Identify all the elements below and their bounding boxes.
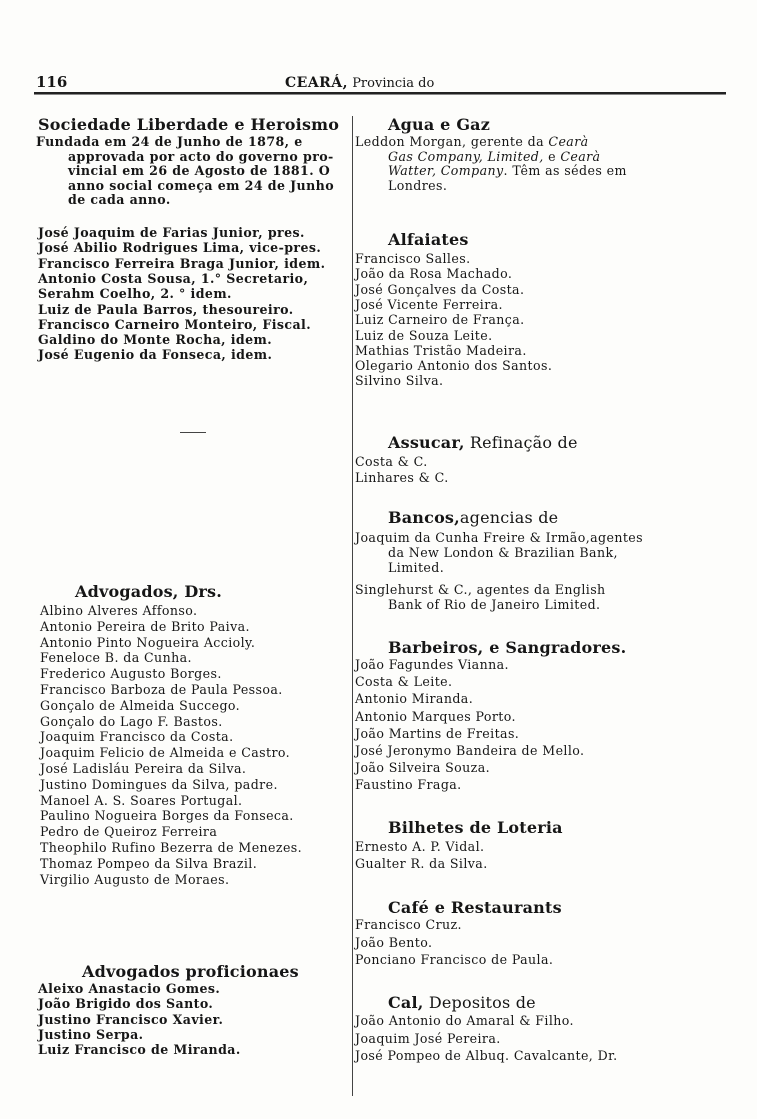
entry-line: Francisco Ferreira Braga Junior, idem. xyxy=(38,255,326,271)
heading-segment: Assucar, xyxy=(388,433,465,452)
entry-line: Francisco Barboza de Paula Pessoa. xyxy=(40,682,283,697)
entry-line: Luiz de Souza Leite. xyxy=(355,327,493,343)
heading-segment: Agua e Gaz xyxy=(388,115,491,134)
entry-line: Mathias Tristão Madeira. xyxy=(355,342,527,358)
line-segment: Leddon Morgan, gerente da xyxy=(355,134,549,149)
section-heading xyxy=(388,639,626,657)
running-title xyxy=(285,74,434,93)
column-divider xyxy=(352,116,353,1096)
entry-line: Pedro de Queiroz Ferreira xyxy=(40,824,218,840)
entry-line: Joaquim Felicio de Almeida e Castro. xyxy=(40,745,291,761)
section-heading xyxy=(38,116,339,134)
entry-line xyxy=(388,179,447,192)
entry-line xyxy=(388,150,600,163)
section-heading xyxy=(388,899,562,917)
heading-segment: Advogados, Drs. xyxy=(75,582,223,601)
entry-line: Ernesto A. P. Vidal. xyxy=(355,839,485,854)
entry-line: da New London & Brazilian Bank, xyxy=(388,545,618,560)
entry-line: Aleixo Anastacio Gomes. xyxy=(38,981,221,996)
heading-segment: Advogados proficionaes xyxy=(82,962,299,981)
heading-segment: Depositos de xyxy=(423,993,536,1012)
entry-line xyxy=(355,135,589,148)
section-separator-dash xyxy=(180,432,206,433)
entry-line: Feneloce B. da Cunha. xyxy=(40,650,192,666)
entry-line: Justino Francisco Xavier. xyxy=(38,1011,224,1027)
heading-segment: Bilhetes de Loteria xyxy=(388,818,563,837)
line-segment: Cearà xyxy=(548,134,589,149)
entry-line: Joaquim Francisco da Costa. xyxy=(40,729,234,745)
entry-line: João Martins de Freitas. xyxy=(355,725,520,741)
entry-line: Limited. xyxy=(388,560,445,575)
entry-line: vincial em 26 de Agosto de 1881. O xyxy=(68,163,331,179)
entry-line: Galdino do Monte Rocha, idem. xyxy=(38,332,273,348)
entry-line: José Jeronymo Bandeira de Mello. xyxy=(355,743,585,758)
entry-line: José Abilio Rodrigues Lima, vice-pres. xyxy=(38,240,322,256)
entry-line: Antonio Costa Sousa, 1.° Secretario, xyxy=(38,270,309,286)
section-heading xyxy=(388,994,536,1012)
entry-line: Olegario Antonio dos Santos. xyxy=(355,358,553,374)
entry-line: José Joaquim de Farias Junior, pres. xyxy=(38,225,305,240)
entry-line: Ponciano Francisco de Paula. xyxy=(355,952,554,967)
page-number: 116 xyxy=(36,73,68,91)
section-heading xyxy=(388,116,490,134)
line-segment: . Têm as sédes em xyxy=(503,163,627,179)
entry-line: Fundada em 24 de Junho de 1878, e xyxy=(36,134,303,149)
entry-line: João da Rosa Machado. xyxy=(355,266,513,282)
entry-line: Albino Alveres Affonso. xyxy=(40,603,198,618)
entry-line: Linhares & C. xyxy=(355,469,449,485)
section-heading xyxy=(388,819,563,837)
section-heading xyxy=(388,509,558,527)
section-heading xyxy=(388,434,578,452)
entry-line: Joaquim da Cunha Freire & Irmão,agentes xyxy=(355,530,644,545)
entry-line: Gonçalo do Lago F. Bastos. xyxy=(40,713,223,729)
entry-line: José Ladisláu Pereira da Silva. xyxy=(40,761,247,776)
entry-line: Costa & Leite. xyxy=(355,674,453,690)
entry-line: Theophilo Rufino Bezerra de Menezes. xyxy=(40,840,303,855)
running-title-rest: Provincia do xyxy=(352,76,435,91)
heading-segment: Refinação de xyxy=(464,433,578,452)
heading-segment: Sociedade Liberdade e Heroismo xyxy=(38,115,340,134)
line-segment: Gas Company, Limited, xyxy=(388,148,544,164)
entry-line: Joaquim José Pereira. xyxy=(355,1030,501,1046)
entry-line: Silvino Silva. xyxy=(355,373,444,389)
section-heading xyxy=(388,231,469,249)
entry-line: Manoel A. S. Soares Portugal. xyxy=(40,792,243,808)
entry-line: Antonio Miranda. xyxy=(355,691,474,707)
entry-line: Faustino Fraga. xyxy=(355,777,462,793)
entry-line: Thomaz Pompeo da Silva Brazil. xyxy=(40,855,258,871)
entry-line: Luiz Francisco de Miranda. xyxy=(38,1042,241,1058)
entry-line: Luiz Carneiro de França. xyxy=(355,312,525,328)
entry-line: Paulino Nogueira Borges da Fonseca. xyxy=(40,808,294,824)
entry-line: João Antonio do Amaral & Filho. xyxy=(355,1013,574,1028)
heading-segment: Café e Restaurants xyxy=(388,898,562,917)
entry-line: Costa & C. xyxy=(355,454,428,469)
entry-line: José Gonçalves da Costa. xyxy=(355,281,525,297)
entry-line: approvada por acto do governo pro- xyxy=(68,148,334,164)
entry-line: Francisco Salles. xyxy=(355,251,471,266)
entry-line: Singlehurst & C., agentes da English xyxy=(355,582,606,597)
entry-line: José Pompeo de Albuq. Cavalcante, Dr. xyxy=(355,1048,618,1063)
entry-line: João Brigido dos Santo. xyxy=(38,996,214,1012)
entry-line: Francisco Carneiro Monteiro, Fiscal. xyxy=(38,316,311,332)
entry-line: Serahm Coelho, 2. ° idem. xyxy=(38,286,232,302)
entry-line: Antonio Pereira de Brito Paiva. xyxy=(40,618,250,634)
running-title-bold: CEARÁ, xyxy=(285,75,349,91)
heading-segment: Bancos, xyxy=(388,508,460,527)
entry-line: Francisco Cruz. xyxy=(355,917,462,932)
section-heading xyxy=(75,583,222,601)
entry-line: Luiz de Paula Barros, thesoureiro. xyxy=(38,301,294,317)
entry-line: José Vicente Ferreira. xyxy=(355,296,503,312)
entry-line: João Silveira Souza. xyxy=(355,760,491,776)
entry-line: José Eugenio da Fonseca, idem. xyxy=(38,347,273,363)
entry-line: Justino Serpa. xyxy=(38,1026,144,1042)
line-segment: Londres. xyxy=(388,177,448,193)
entry-line: Justino Domingues da Silva, padre. xyxy=(40,776,278,792)
entry-line: João Bento. xyxy=(355,934,433,950)
header-rule xyxy=(34,92,726,95)
line-segment: e xyxy=(543,148,561,164)
heading-segment: agencias de xyxy=(459,508,559,527)
heading-segment: Cal, xyxy=(388,993,424,1012)
entry-line: João Fagundes Vianna. xyxy=(355,657,509,672)
entry-line: Gonçalo de Almeida Succego. xyxy=(40,697,241,713)
entry-line: Virgilio Augusto de Moraes. xyxy=(40,871,230,887)
entry-line: Bank of Rio de Janeiro Limited. xyxy=(388,597,601,612)
entry-line xyxy=(388,164,627,177)
entry-line: Gualter R. da Silva. xyxy=(355,856,488,871)
section-heading xyxy=(82,963,299,981)
line-segment: Watter, Company xyxy=(388,163,504,179)
entry-line: de cada anno. xyxy=(68,192,171,208)
entry-line: Frederico Augusto Borges. xyxy=(40,666,222,682)
heading-segment: Barbeiros, e Sangradores. xyxy=(388,638,627,657)
entry-line: Antonio Pinto Nogueira Accioly. xyxy=(40,634,256,650)
entry-line: Antonio Marques Porto. xyxy=(355,708,516,724)
heading-segment: Alfaiates xyxy=(388,230,469,249)
line-segment: Cearà xyxy=(560,148,601,164)
entry-line: anno social começa em 24 de Junho xyxy=(68,177,335,193)
